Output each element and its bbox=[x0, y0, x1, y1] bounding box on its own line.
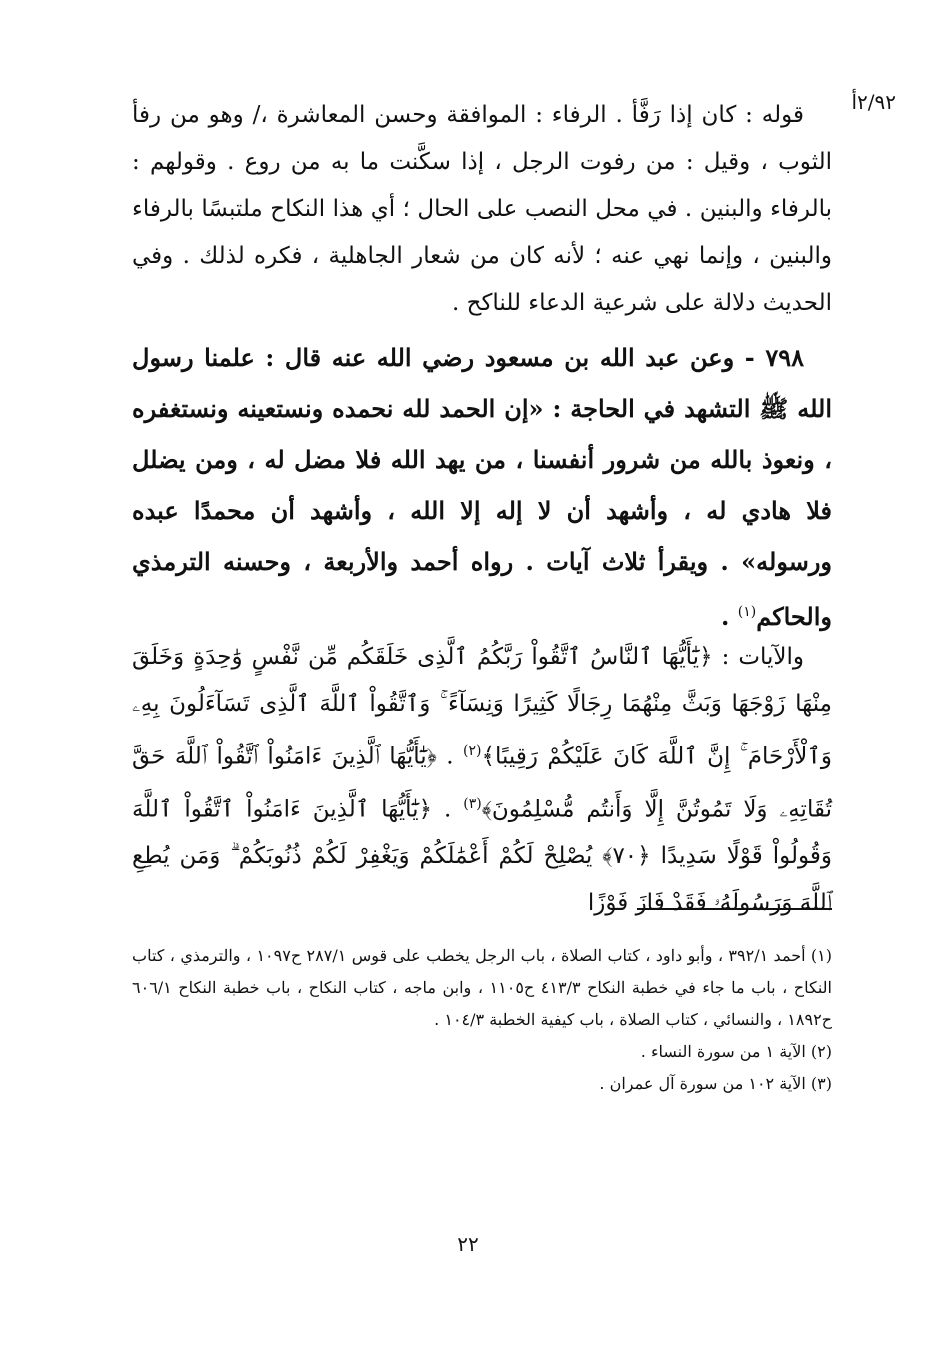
footnote-ref-1: (١) bbox=[737, 604, 757, 620]
verse-al-imran-102: . ﴿يَٰٓأَيُّهَا ٱلَّذِينَ ءَامَنُواْ ٱتَّقُواْ ٱللَّهَ حَقَّ تُقَاتِهِۦ وَلَا تَمُوتُنَّ إِلَّا وَأَنتُم مُّسْلِمُونَ﴾ bbox=[132, 743, 832, 823]
commentary-paragraph: قوله : كان إذا رَفَّأ . الرفاء : الموافقة وحسن المعاشرة ،/ وهو من رفأ الثوب ، وقيل : من رفوت الرجل ، إذا سكَّنت ما به من روع . وقولهم : بالرفاء والبنين . في محل النصب على الحال ؛ أي هذا النكاح ملتبسًا بالرفاء والبنين ، وإنما نهي عنه ؛ لأنه كان من شعار الجاهلية ، فكره لذلك . وفي الحديث دلالة على شرعية الدعاء للناكح . bbox=[132, 102, 832, 316]
footnotes-section bbox=[132, 940, 832, 1100]
footnote-2: (٢) الآية ١ من سورة النساء . bbox=[640, 1042, 832, 1061]
footnote-1: (١) أحمد ٣٩٢/١ ، وأبو داود ، كتاب الصلاة ، باب الرجل يخطب على قوس ٢٨٧/١ ح١٠٩٧ ، والترمذي ، كتاب النكاح ، باب ما جاء في خطبة النكاح ٤١٣/٣ ح١١٠٥ ، وابن ماجه ، كتاب النكاح ، باب خطبة النكاح ٦٠٦/١ ح١٨٩٢ ، والنسائي ، كتاب الصلاة ، باب كيفية الخطبة ١٠٤/٣ . bbox=[132, 946, 833, 1029]
commentary-section bbox=[132, 92, 832, 327]
verses-intro: والآيات : bbox=[712, 644, 805, 670]
hadith-end: . bbox=[721, 602, 738, 631]
verses-section bbox=[132, 634, 832, 927]
manuscript-folio-reference: ٢/٩٢أ bbox=[851, 90, 896, 114]
verses-paragraph bbox=[132, 634, 832, 927]
hadith-text: ٧٩٨ - وعن عبد الله بن مسعود رضي الله عنه قال : علمنا رسول الله ﷺ التشهد في الحاجة : «إن الحمد لله نحمده ونستعينه ونستغفره ، ونعوذ بالله من شرور أنفسنا ، من يهد الله فلا مضل له ، ومن يضلل فلا هادي له ، وأشهد أن لا إله إلا الله ، وأشهد أن محمدًا عبده ورسوله» . ويقرأ ثلاث آيات . رواه أحمد والأربعة ، وحسنه الترمذي والحاكم bbox=[132, 343, 832, 631]
footnote-ref-3: (٣) bbox=[463, 795, 482, 812]
page-number: ٢٢ bbox=[457, 1232, 479, 1256]
hadith-section bbox=[132, 332, 832, 642]
verse-an-nisa-1: ﴿يَٰٓأَيُّهَا ٱلنَّاسُ ٱتَّقُواْ رَبَّكُمُ ٱلَّذِى خَلَقَكُم مِّن نَّفْسٍ وَٰحِدَةٍ وَخَلَقَ مِنْهَا زَوْجَهَا وَبَثَّ مِنْهُمَا رِجَالًا كَثِيرًا وَنِسَآءً ۚ وَٱتَّقُواْ ٱللَّهَ ٱلَّذِى تَسَآءَلُونَ بِهِۦ وَٱلْأَرْحَامَ ۚ إِنَّ ٱللَّهَ كَانَ عَلَيْكُمْ رَقِيبًا﴾ bbox=[132, 644, 832, 770]
verse-al-ahzab-70-71: . ﴿يَٰٓأَيُّهَا ٱلَّذِينَ ءَامَنُواْ ٱتَّقُواْ ٱللَّهَ وَقُولُواْ قَوْلًا سَدِيدًا ﴿٧٠﴾ يُصْلِحْ لَكُمْ أَعْمَٰلَكُمْ وَيَغْفِرْ لَكُمْ ذُنُوبَكُمْ ۗ وَمَن يُطِعِ ٱللَّهَ وَرَسُولَهُۥ فَقَدْ فَازَ فَوْزًا bbox=[132, 796, 832, 917]
footnote-3: (٣) الآية ١٠٢ من سورة آل عمران . bbox=[599, 1074, 832, 1093]
footnote-divider bbox=[637, 908, 832, 910]
hadith-paragraph bbox=[132, 332, 832, 642]
footnote-ref-2: (٢) bbox=[463, 743, 482, 759]
